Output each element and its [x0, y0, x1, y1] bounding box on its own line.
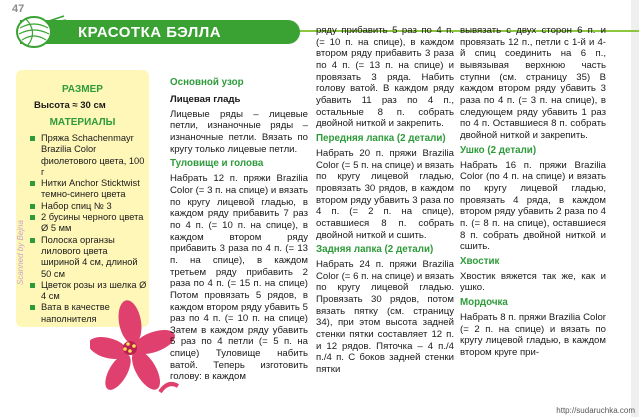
- material-item: Нитки Anchor Sticktwist темно-синего цвета: [30, 178, 148, 201]
- flower-illustration: [90, 300, 180, 400]
- scanner-watermark: Scanned by Bejna: [16, 220, 25, 285]
- size-value: Высота ≈ 30 см: [34, 100, 106, 111]
- material-item: Полоска органзы лилового цвета шириной 4 см, длиной 50 см: [30, 235, 148, 280]
- material-item: Вата в качестве наполнителя: [30, 302, 148, 325]
- footer-url: http://sudaruchka.com: [556, 406, 635, 415]
- back-paw-title: Задняя лапка (2 детали): [316, 244, 434, 256]
- tail-text: Хвостик вяжется так же, как и ушко.: [460, 270, 606, 294]
- body-head-text: Набрать 12 п. пряжи Brazilia Color (= 3 п. на спице) и вязать по кругу лицевой гладью, в каждом ряду прибавить 7 раз по 4 п. (= 10 п. на спице), в каждом втором ряду прибавить 3 раза по 4 п. (= 13 п. на спице), в каждом третьем ряду прибавить 2 раза по 4 п. (= 15 п. на спице) Потом провязать 5 рядов, в каждом втором ряду убавить 5 раз по 4 п. (= 10 п. на спице) Затем в каждом ряду убавить 5 раз по 4 петли (= 5 п. на спице) Туловище набить ватой. Теперь изготовить голову: в каждом: [170, 173, 308, 383]
- size-title: РАЗМЕР: [62, 84, 103, 95]
- material-item: Набор спиц № 3: [30, 201, 148, 212]
- basic-pattern-title: Основной узор: [170, 77, 244, 88]
- materials-list: [30, 133, 148, 325]
- stockinette-title: Лицевая гладь: [170, 94, 241, 105]
- materials-sidebar: [16, 70, 149, 327]
- column-1: [170, 74, 308, 385]
- column-3: [460, 25, 606, 361]
- page-number: 47: [12, 3, 25, 15]
- page-title: КРАСОТКА БЭЛЛА: [78, 23, 222, 41]
- front-paw-title: Передняя лапка (2 детали): [316, 132, 446, 144]
- column-2: [316, 25, 454, 378]
- back-paw-text: Набрать 24 п. пряжи Brazilia Color (= 6 п. на спице) и вязать по кругу лицевой гладью. Провязать 30 рядов, потом вязать пятку (см. страницу 34), при этом высота задней стенки пятки составляет 12 п. и 12 рядов. Пяточка – 4 п./4 п./4 п. С боков задней стенки пятки: [316, 259, 454, 376]
- tail-title: Хвостик: [460, 255, 500, 267]
- back-paw-continued: вывязать с двух сторон 6 п. и провязать 12 п., петли с 1-й и 4-й спиц соединить на 6 п., вывязывая верхнюю часть ступни (см. страницу 35) В каждом втором ряду убавить 3 раза по 4 п. (= 3 п. на спице), в следующем ряду убавить 1 раз по 4 п. Оставшиеся 8 п. собрать двойной ниткой и закрепить.: [460, 25, 606, 141]
- materials-title: МАТЕРИАЛЫ: [49, 117, 116, 128]
- material-item: Пряжа Schachenmayr Brazilia Color фиолетового цвета, 100 г: [30, 133, 148, 178]
- muzzle-title: Мордочка: [460, 297, 508, 309]
- front-paw-text: Набрать 20 п. пряжи Brazilia Color (= 5 п. на спице) и вязать по кругу лицевой гладью, провязать 30 рядов, в каждом втором ряду убавить 3 раза по 4 п. (= 2 п. на спице), оставшиеся 8 п. собрать двойной ниткой и сшить.: [316, 147, 454, 241]
- ear-text: Набрать 16 п. пряжи Brazilia Color (по 4 п. на спице) и вязать по кругу лицевой гладью, провязать 4 ряда, в каждом втором ряду убавить 2 раза по 4 п. (= 8 п. на спице), оставшиеся 8 п. собрать двойной ниткой и сшить.: [460, 159, 606, 253]
- muzzle-text: Набрать 8 п. пряжи Brazilia Color (= 2 п. на спице) и вязать по кругу лицевой гладью, в каждом втором круге при-: [460, 312, 606, 359]
- body-head-continued: ряду прибавить 5 раз по 4 п. (= 10 п. на спице), в каждом втором ряду прибавить 3 раза по 4 п. (= 13 п. на спице) и провязать 3 ряда. Набить голову ватой. В каждом ряду убавить 11 раз по 4 п., остальные 8 п. собрать двойной ниткой и закрепить.: [316, 25, 454, 130]
- title-banner: [20, 20, 300, 44]
- yarn-ball-icon: [12, 14, 68, 50]
- material-item: Цветок розы из шелка Ø 4 см: [30, 280, 148, 303]
- ear-title: Ушко (2 детали): [460, 144, 537, 156]
- material-item: 2 бусины черного цвета Ø 5 мм: [30, 212, 148, 235]
- body-head-title: Туловище и голова: [170, 158, 264, 170]
- stockinette-text: Лицевые ряды – лицевые петли, изнаночные ряды – изнаночные петли. Вязать по кругу только лицевые петли.: [170, 108, 308, 155]
- page-edge: [631, 0, 639, 417]
